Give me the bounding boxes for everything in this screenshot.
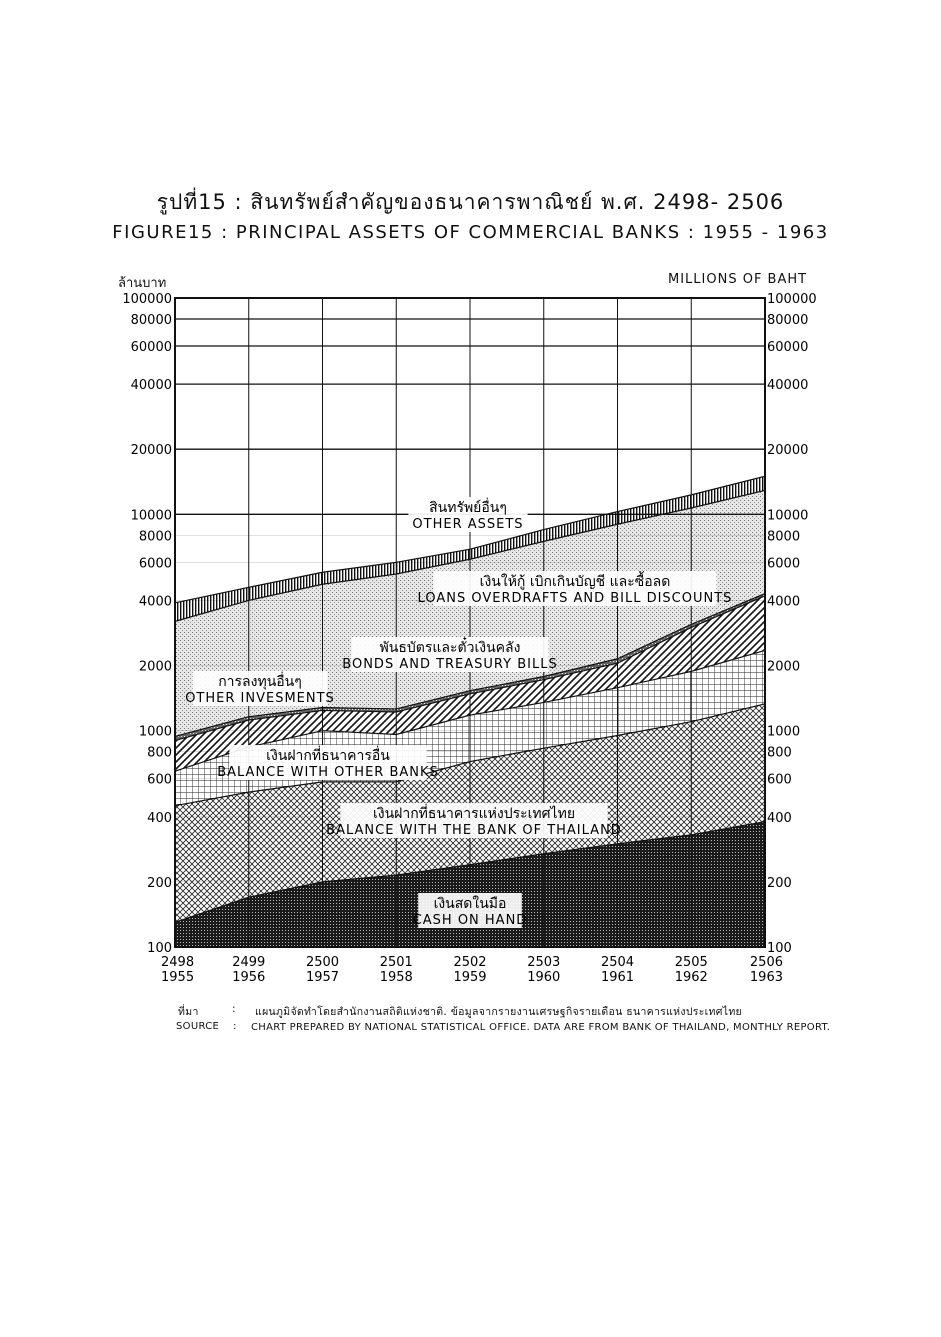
chart-title-english: FIGURE15 : PRINCIPAL ASSETS OF COMMERCIAL BANKS : 1955 - 1963 (112, 222, 829, 243)
series-label-thai: สินทรัพย์อื่นๆ (429, 500, 507, 516)
chart-title-thai: รูปที่15 : สินทรัพย์สำคัญของธนาคารพาณิชย์ พ.ศ. 2498- 2506 (156, 190, 785, 214)
x-tick-label-ad: 1961 (600, 970, 635, 985)
left-tick-label: 100000 (122, 292, 172, 307)
source-separator-thai: : (232, 1003, 236, 1015)
x-tick-label-be: 2506 (749, 955, 783, 970)
left-tick-label: 4000 (138, 594, 172, 610)
left-tick-label: 400 (147, 810, 172, 826)
x-tick-label-ad: 1960 (527, 970, 561, 985)
series-label-english: BALANCE WITH OTHER BANKS (217, 765, 439, 780)
x-tick-label-be: 2502 (453, 955, 487, 970)
x-tick-label-be: 2504 (600, 955, 635, 970)
x-tick-label-ad: 1955 (161, 970, 195, 985)
left-tick-label: 2000 (138, 659, 172, 675)
x-tick-label-be: 2501 (379, 955, 413, 970)
series-label-english: OTHER ASSETS (412, 517, 524, 532)
y-axis-unit-right: MILLIONS OF BAHT (668, 272, 808, 287)
right-tick-label: 80000 (767, 312, 809, 328)
source-text-thai: แผนภูมิจัดทำโดยสำนักงานสถิติแห่งชาติ. ข้อมูลจากรายงานเศรษฐกิจรายเดือน ธนาคารแห่งประเทศไทย (255, 1006, 742, 1018)
left-tick-label: 20000 (130, 443, 172, 459)
source-key-thai: ที่มา (178, 1006, 199, 1018)
source-key-english: SOURCE (176, 1021, 220, 1032)
series-label-thai: พันธบัตรและตั๋วเงินคลัง (379, 640, 521, 656)
x-tick-label-ad: 1956 (232, 970, 266, 985)
series-label-english: LOANS OVERDRAFTS AND BILL DISCOUNTS (417, 591, 733, 606)
source-separator-english: : (233, 1021, 237, 1032)
right-tick-label: 10000 (767, 508, 809, 524)
right-tick-label: 40000 (767, 378, 809, 394)
x-tick-label-ad: 1962 (674, 970, 708, 985)
right-tick-label: 6000 (767, 556, 801, 572)
left-tick-label: 8000 (138, 529, 172, 545)
series-label-english: OTHER INVESMENTS (185, 691, 335, 706)
right-tick-label: 4000 (767, 594, 801, 610)
right-tick-label: 8000 (767, 529, 801, 545)
right-tick-label: 400 (767, 810, 792, 826)
right-tick-label: 100 (767, 941, 792, 956)
left-tick-label: 40000 (130, 378, 172, 394)
right-tick-label: 1000 (767, 724, 801, 740)
series-label-english: BONDS AND TREASURY BILLS (342, 657, 558, 672)
series-label-thai: การลงทุนอื่นๆ (218, 674, 302, 690)
left-tick-label: 80000 (130, 312, 172, 328)
x-tick-label-be: 2498 (161, 955, 195, 970)
series-label-thai: เงินฝากที่ธนาคารอื่น (266, 748, 390, 764)
left-tick-label: 100 (147, 941, 172, 956)
x-tick-label-ad: 1963 (749, 970, 783, 985)
x-tick-label-ad: 1958 (379, 970, 413, 985)
right-tick-label: 20000 (767, 443, 809, 459)
left-tick-label: 6000 (138, 556, 172, 572)
x-tick-label-be: 2499 (232, 955, 266, 970)
left-tick-label: 200 (147, 875, 172, 891)
series-label-thai: เงินให้กู้ เบิกเกินบัญชี และซื้อลด (479, 574, 671, 590)
x-tick-label-ad: 1957 (305, 970, 340, 985)
right-tick-label: 100000 (767, 292, 817, 307)
left-tick-label: 60000 (130, 339, 172, 355)
x-tick-label-ad: 1959 (453, 970, 487, 985)
series-label-english: CASH ON HAND (412, 913, 528, 928)
right-tick-label: 800 (767, 745, 792, 761)
x-tick-label-be: 2505 (674, 955, 708, 970)
right-tick-label: 2000 (767, 659, 801, 675)
right-tick-label: 600 (767, 772, 792, 788)
left-tick-label: 800 (147, 745, 172, 761)
source-text-english: CHART PREPARED BY NATIONAL STATISTICAL OFFICE. DATA ARE FROM BANK OF THAILAND, MONTHLY REPORT. (251, 1022, 831, 1033)
left-tick-label: 10000 (130, 508, 172, 524)
series-label-thai: เงินฝากที่ธนาคารแห่งประเทศไทย (372, 806, 576, 822)
right-tick-label: 200 (767, 875, 792, 891)
left-tick-label: 1000 (138, 724, 172, 740)
x-tick-label-be: 2500 (305, 955, 340, 970)
x-tick-label-be: 2503 (527, 955, 561, 970)
y-axis-unit-left: ล้านบาท (118, 276, 167, 291)
left-tick-label: 600 (147, 772, 172, 788)
right-tick-label: 60000 (767, 339, 809, 355)
series-label-english: BALANCE WITH THE BANK OF THAILAND (326, 823, 622, 838)
series-label-thai: เงินสดในมือ (433, 896, 507, 912)
